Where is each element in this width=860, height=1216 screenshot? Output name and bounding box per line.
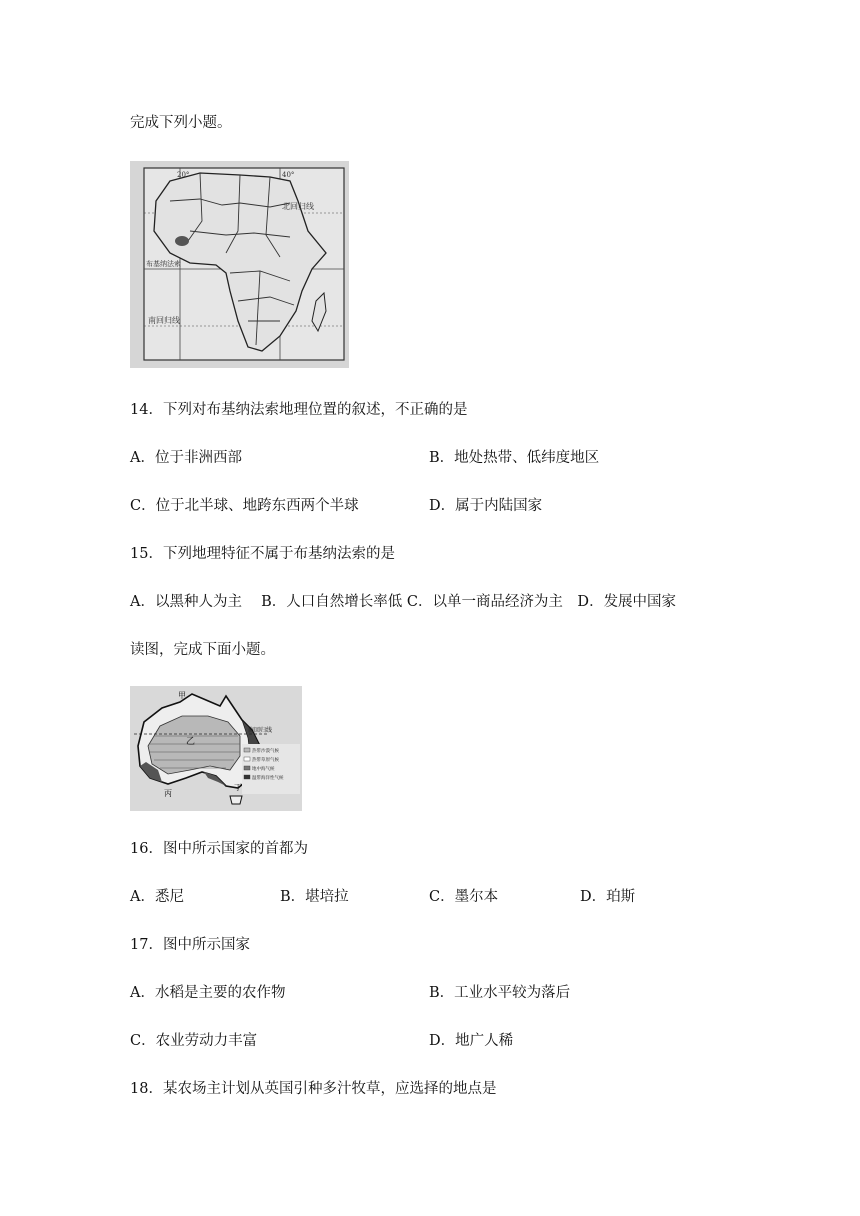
- q16-stem: 16．图中所示国家的首都为: [130, 841, 308, 857]
- section-intro-1: 完成下列小题。: [130, 115, 232, 131]
- q18-stem: 18．某农场主计划从英国引种多汁牧草，应选择的地点是: [130, 1081, 497, 1097]
- africa-map: [130, 161, 349, 368]
- section-intro-2: 读图，完成下面小题。: [130, 642, 275, 658]
- legend-item-2: 热带草原气候: [252, 758, 279, 763]
- map1-label-south-tropic: 南回归线: [148, 316, 180, 325]
- map1-label-country: 布基纳法索: [146, 260, 181, 268]
- q14-option-a[interactable]: A．位于非洲西部: [130, 450, 242, 466]
- q17-option-c[interactable]: C．农业劳动力丰富: [130, 1033, 258, 1049]
- q16-option-a[interactable]: A．悉尼: [130, 889, 184, 905]
- map1-label-north-tropic: 北回归线: [282, 202, 314, 211]
- q16-option-b[interactable]: B．堪培拉: [280, 889, 349, 905]
- africa-map-figure: [130, 161, 349, 368]
- map2-label-jia: 甲: [178, 691, 186, 700]
- q14-option-d[interactable]: D．属于内陆国家: [429, 498, 543, 514]
- q17-option-d[interactable]: D．地广人稀: [429, 1033, 514, 1049]
- legend-item-3: 地中海气候: [252, 767, 275, 772]
- q17-option-a[interactable]: A．水稻是主要的农作物: [130, 985, 286, 1001]
- q14-stem: 14．下列对布基纳法索地理位置的叙述，不正确的是: [130, 402, 468, 418]
- q16-option-c[interactable]: C．墨尔本: [429, 889, 499, 905]
- q14-option-c[interactable]: C．位于北半球、地跨东西两个半球: [130, 498, 359, 514]
- map1-label-40: 40°: [282, 171, 295, 179]
- map2-label-yi: 乙: [186, 737, 196, 747]
- q14-option-b[interactable]: B．地处热带、低纬度地区: [429, 450, 600, 466]
- map1-label-20: 20°: [177, 171, 190, 179]
- australia-map-figure: [130, 686, 302, 811]
- australia-map: [130, 686, 302, 811]
- q17-stem: 17．图中所示国家: [130, 937, 250, 953]
- q15-stem: 15．下列地理特征不属于布基纳法索的是: [130, 546, 395, 562]
- legend-item-4: 温带海洋性气候: [252, 776, 284, 781]
- q17-option-b[interactable]: B．工业水平较为落后: [429, 985, 571, 1001]
- legend-item-1: 热带沙漠气候: [252, 749, 279, 754]
- map2-label-ding: 丁: [234, 783, 242, 792]
- map2-label-tropic: 南回归线: [248, 727, 273, 734]
- map2-label-bing: 丙: [164, 789, 172, 798]
- q16-option-d[interactable]: D．珀斯: [580, 889, 636, 905]
- burkina-faso-marker: [175, 236, 189, 246]
- q15-options[interactable]: A．以黑种人为主 B．人口自然增长率低 C．以单一商品经济为主 D．发展中国家: [130, 594, 677, 610]
